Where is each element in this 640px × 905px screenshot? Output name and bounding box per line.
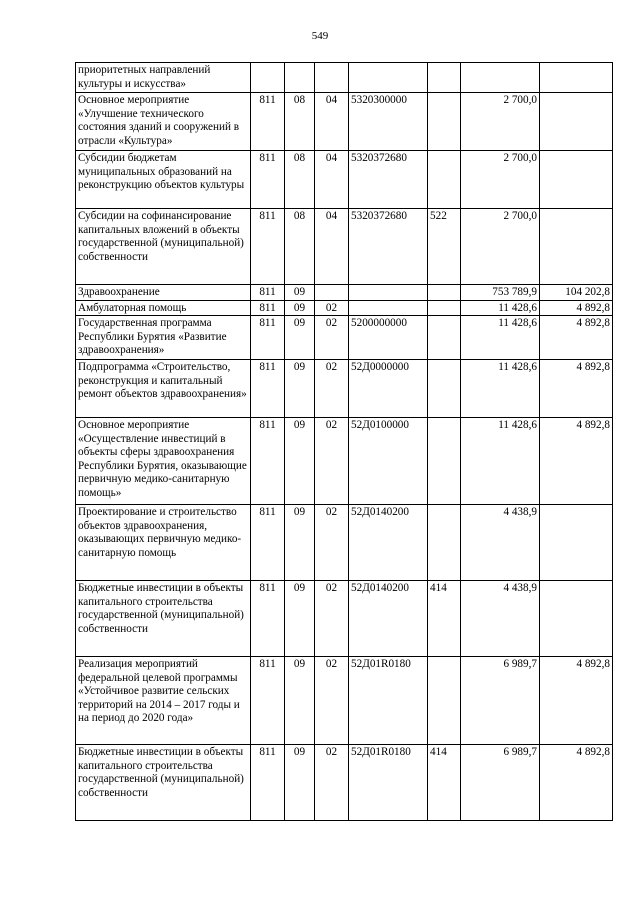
cell-sum1: 11 428,6 (461, 316, 540, 360)
cell-target: 5320372680 (349, 209, 428, 285)
table-row (76, 300, 613, 316)
cell-code: 811 (251, 745, 285, 821)
table-row (76, 418, 613, 505)
cell-sum2 (540, 209, 613, 285)
cell-subsection: 02 (315, 745, 349, 821)
cell-name: Здравоохранение (76, 285, 251, 301)
cell-section: 09 (285, 285, 315, 301)
cell-name: Реализация мероприятий федеральной целевой программы «Устойчивое развитие сельских территорий на 2014 – 2017 годы и на период до 2020 года» (76, 657, 251, 745)
cell-subsection: 02 (315, 360, 349, 418)
cell-sum2: 4 892,8 (540, 360, 613, 418)
table-row (76, 151, 613, 209)
table-row (76, 63, 613, 93)
cell-subsection (315, 63, 349, 93)
cell-sum2 (540, 581, 613, 657)
cell-section: 09 (285, 745, 315, 821)
cell-code: 811 (251, 360, 285, 418)
table-row (76, 360, 613, 418)
cell-expense: 414 (428, 745, 461, 821)
cell-section: 08 (285, 151, 315, 209)
cell-name: Подпрограмма «Строительство, реконструкция и капитальный ремонт объектов здравоохранения» (76, 360, 251, 418)
cell-sum1 (461, 63, 540, 93)
cell-name: Субсидии бюджетам муниципальных образований на реконструкцию объектов культуры (76, 151, 251, 209)
cell-target: 5200000000 (349, 316, 428, 360)
cell-expense (428, 657, 461, 745)
cell-expense (428, 300, 461, 316)
cell-sum1: 2 700,0 (461, 209, 540, 285)
cell-expense: 522 (428, 209, 461, 285)
table-row (76, 93, 613, 151)
cell-subsection: 02 (315, 657, 349, 745)
cell-subsection: 02 (315, 418, 349, 505)
page-number: 549 (311, 30, 329, 42)
table-row (76, 285, 613, 301)
cell-sum2: 4 892,8 (540, 316, 613, 360)
cell-code (251, 63, 285, 93)
cell-expense (428, 418, 461, 505)
cell-sum2: 4 892,8 (540, 300, 613, 316)
cell-section: 09 (285, 300, 315, 316)
cell-name: Бюджетные инвестиции в объекты капитального строительства государственной (муниципальной) собственности (76, 581, 251, 657)
cell-subsection: 02 (315, 300, 349, 316)
cell-sum1: 11 428,6 (461, 360, 540, 418)
cell-expense (428, 360, 461, 418)
cell-code: 811 (251, 581, 285, 657)
cell-target (349, 63, 428, 93)
cell-sum1: 11 428,6 (461, 418, 540, 505)
cell-target: 52Д0140200 (349, 505, 428, 581)
table-row (76, 581, 613, 657)
cell-sum1: 6 989,7 (461, 657, 540, 745)
cell-target: 52Д0000000 (349, 360, 428, 418)
cell-code: 811 (251, 657, 285, 745)
cell-code: 811 (251, 209, 285, 285)
cell-section: 09 (285, 418, 315, 505)
cell-code: 811 (251, 418, 285, 505)
cell-sum2: 4 892,8 (540, 657, 613, 745)
cell-section: 08 (285, 209, 315, 285)
cell-name: Основное мероприятие «Улучшение технического состояния зданий и сооружений в отрасли «Культура» (76, 93, 251, 151)
cell-expense (428, 93, 461, 151)
table-row (76, 745, 613, 821)
cell-expense (428, 151, 461, 209)
cell-sum1: 2 700,0 (461, 151, 540, 209)
cell-section: 08 (285, 93, 315, 151)
cell-sum2: 4 892,8 (540, 418, 613, 505)
cell-target: 52Д0140200 (349, 581, 428, 657)
cell-code: 811 (251, 93, 285, 151)
cell-sum1: 6 989,7 (461, 745, 540, 821)
cell-code: 811 (251, 151, 285, 209)
table-row (76, 505, 613, 581)
cell-code: 811 (251, 505, 285, 581)
cell-name: Субсидии на софинансирование капитальных вложений в объекты государственной (муниципальной) собственности (76, 209, 251, 285)
cell-sum1: 753 789,9 (461, 285, 540, 301)
cell-subsection: 04 (315, 151, 349, 209)
cell-section: 09 (285, 657, 315, 745)
cell-subsection: 04 (315, 93, 349, 151)
cell-expense (428, 285, 461, 301)
cell-expense: 414 (428, 581, 461, 657)
cell-expense (428, 505, 461, 581)
cell-subsection: 02 (315, 581, 349, 657)
table-row (76, 209, 613, 285)
cell-subsection: 02 (315, 316, 349, 360)
cell-sum1: 11 428,6 (461, 300, 540, 316)
cell-code: 811 (251, 285, 285, 301)
table-row (76, 657, 613, 745)
cell-sum2: 4 892,8 (540, 745, 613, 821)
cell-target: 5320372680 (349, 151, 428, 209)
cell-name: приоритетных направлений культуры и искусства» (76, 63, 251, 93)
cell-subsection: 02 (315, 505, 349, 581)
cell-sum1: 2 700,0 (461, 93, 540, 151)
cell-target: 52Д01R0180 (349, 657, 428, 745)
cell-section (285, 63, 315, 93)
budget-table (75, 62, 613, 821)
cell-sum2 (540, 505, 613, 581)
cell-section: 09 (285, 581, 315, 657)
cell-target: 5320300000 (349, 93, 428, 151)
cell-target (349, 300, 428, 316)
cell-section: 09 (285, 360, 315, 418)
cell-sum1: 4 438,9 (461, 581, 540, 657)
cell-code: 811 (251, 300, 285, 316)
cell-name: Основное мероприятие «Осуществление инвестиций в объекты сферы здравоохранения Республики Бурятия, оказывающие первичную медико-санитарную помощь» (76, 418, 251, 505)
cell-subsection: 04 (315, 209, 349, 285)
cell-section: 09 (285, 316, 315, 360)
table-row (76, 316, 613, 360)
cell-target: 52Д01R0180 (349, 745, 428, 821)
cell-target: 52Д0100000 (349, 418, 428, 505)
cell-name: Бюджетные инвестиции в объекты капитального строительства государственной (муниципальной) собственности (76, 745, 251, 821)
cell-code: 811 (251, 316, 285, 360)
cell-name: Государственная программа Республики Бурятия «Развитие здравоохранения» (76, 316, 251, 360)
cell-subsection (315, 285, 349, 301)
cell-section: 09 (285, 505, 315, 581)
cell-target (349, 285, 428, 301)
cell-name: Амбулаторная помощь (76, 300, 251, 316)
cell-expense (428, 63, 461, 93)
cell-expense (428, 316, 461, 360)
cell-sum2 (540, 93, 613, 151)
cell-sum1: 4 438,9 (461, 505, 540, 581)
cell-sum2 (540, 63, 613, 93)
cell-sum2 (540, 151, 613, 209)
cell-name: Проектирование и строительство объектов здравоохранения, оказывающих первичную медико-санитарную помощь (76, 505, 251, 581)
cell-sum2: 104 202,8 (540, 285, 613, 301)
